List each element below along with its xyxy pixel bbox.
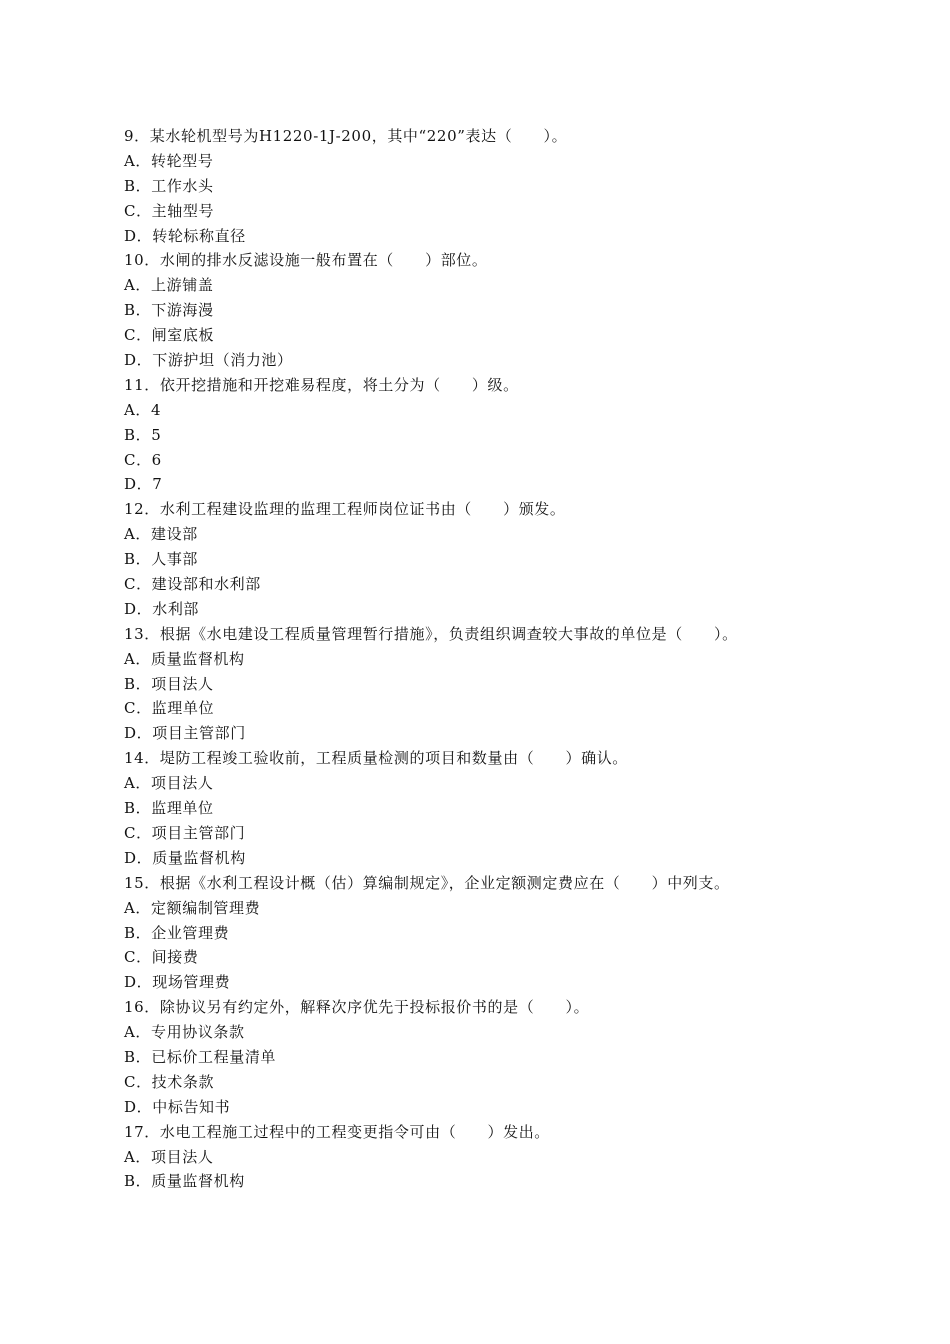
question-16-option-b: B．已标价工程量清单	[124, 1047, 277, 1066]
question-9-stem: 9．某水轮机型号为H1220-1J-200，其中“220”表达（ ）。	[124, 127, 568, 145]
question-10-option-c: C．闸室底板	[124, 326, 215, 345]
question-13-option-c: C．监理单位	[124, 699, 215, 718]
question-11-stem: 11．依开挖措施和开挖难易程度，将土分为（ ）级。	[124, 375, 519, 394]
question-12-option-a: A．建设部	[124, 525, 198, 544]
question-14-option-a: A．项目法人	[124, 774, 214, 793]
question-15-option-b: B．企业管理费	[124, 923, 230, 942]
question-11-option-c: C．6	[124, 450, 162, 469]
question-15-stem: 15．根据《水利工程设计概（估）算编制规定》，企业定额测定费应在（ ）中列支。	[124, 873, 730, 892]
question-16-option-a: A．专用协议条款	[124, 1023, 245, 1042]
question-13-stem: 13．根据《水电建设工程质量管理暂行措施》，负责组织调查较大事故的单位是（ ）。	[124, 624, 738, 643]
question-11-option-d: D．7	[124, 475, 163, 494]
question-12-option-c: C．建设部和水利部	[124, 575, 261, 594]
question-14-option-c: C．项目主管部门	[124, 823, 246, 842]
question-10-option-d: D．下游护坦（消力池）	[124, 351, 293, 370]
question-list	[124, 124, 824, 1194]
question-9-option-a: A．转轮型号	[124, 151, 214, 170]
question-16-option-c: C．技术条款	[124, 1072, 215, 1091]
question-12-option-d: D．水利部	[124, 599, 200, 618]
question-17-option-a: A．项目法人	[124, 1147, 214, 1166]
question-14-stem: 14．堤防工程竣工验收前，工程质量检测的项目和数量由（ ）确认。	[124, 749, 628, 768]
question-11-option-a: A．4	[124, 400, 162, 419]
question-9-option-b: B．工作水头	[124, 176, 214, 195]
question-14-option-d: D．质量监督机构	[124, 848, 246, 867]
question-15-option-d: D．现场管理费	[124, 973, 231, 992]
question-11-option-b: B．5	[124, 425, 162, 444]
question-15-option-a: A．定额编制管理费	[124, 898, 261, 917]
question-9-option-c: C．主轴型号	[124, 201, 215, 220]
question-12-stem: 12．水利工程建设监理的监理工程师岗位证书由（ ）颁发。	[124, 500, 566, 519]
question-13-option-d: D．项目主管部门	[124, 724, 246, 743]
question-10-stem: 10．水闸的排水反滤设施一般布置在（ ）部位。	[124, 251, 488, 270]
question-12-option-b: B．人事部	[124, 550, 199, 569]
question-10-option-b: B．下游海漫	[124, 301, 214, 320]
question-13-option-a: A．质量监督机构	[124, 649, 245, 668]
question-13-option-b: B．项目法人	[124, 674, 214, 693]
question-16-stem: 16．除协议另有约定外，解释次序优先于投标报价书的是（ ）。	[124, 998, 590, 1017]
question-16-option-d: D．中标告知书	[124, 1097, 231, 1116]
question-17-stem: 17．水电工程施工过程中的工程变更指令可由（ ）发出。	[124, 1122, 550, 1141]
question-10-option-a: A．上游铺盖	[124, 276, 214, 295]
question-17-option-b: B．质量监督机构	[124, 1172, 245, 1191]
question-15-option-c: C．间接费	[124, 948, 199, 967]
question-14-option-b: B．监理单位	[124, 799, 214, 818]
question-9-option-d: D．转轮标称直径	[124, 226, 246, 245]
